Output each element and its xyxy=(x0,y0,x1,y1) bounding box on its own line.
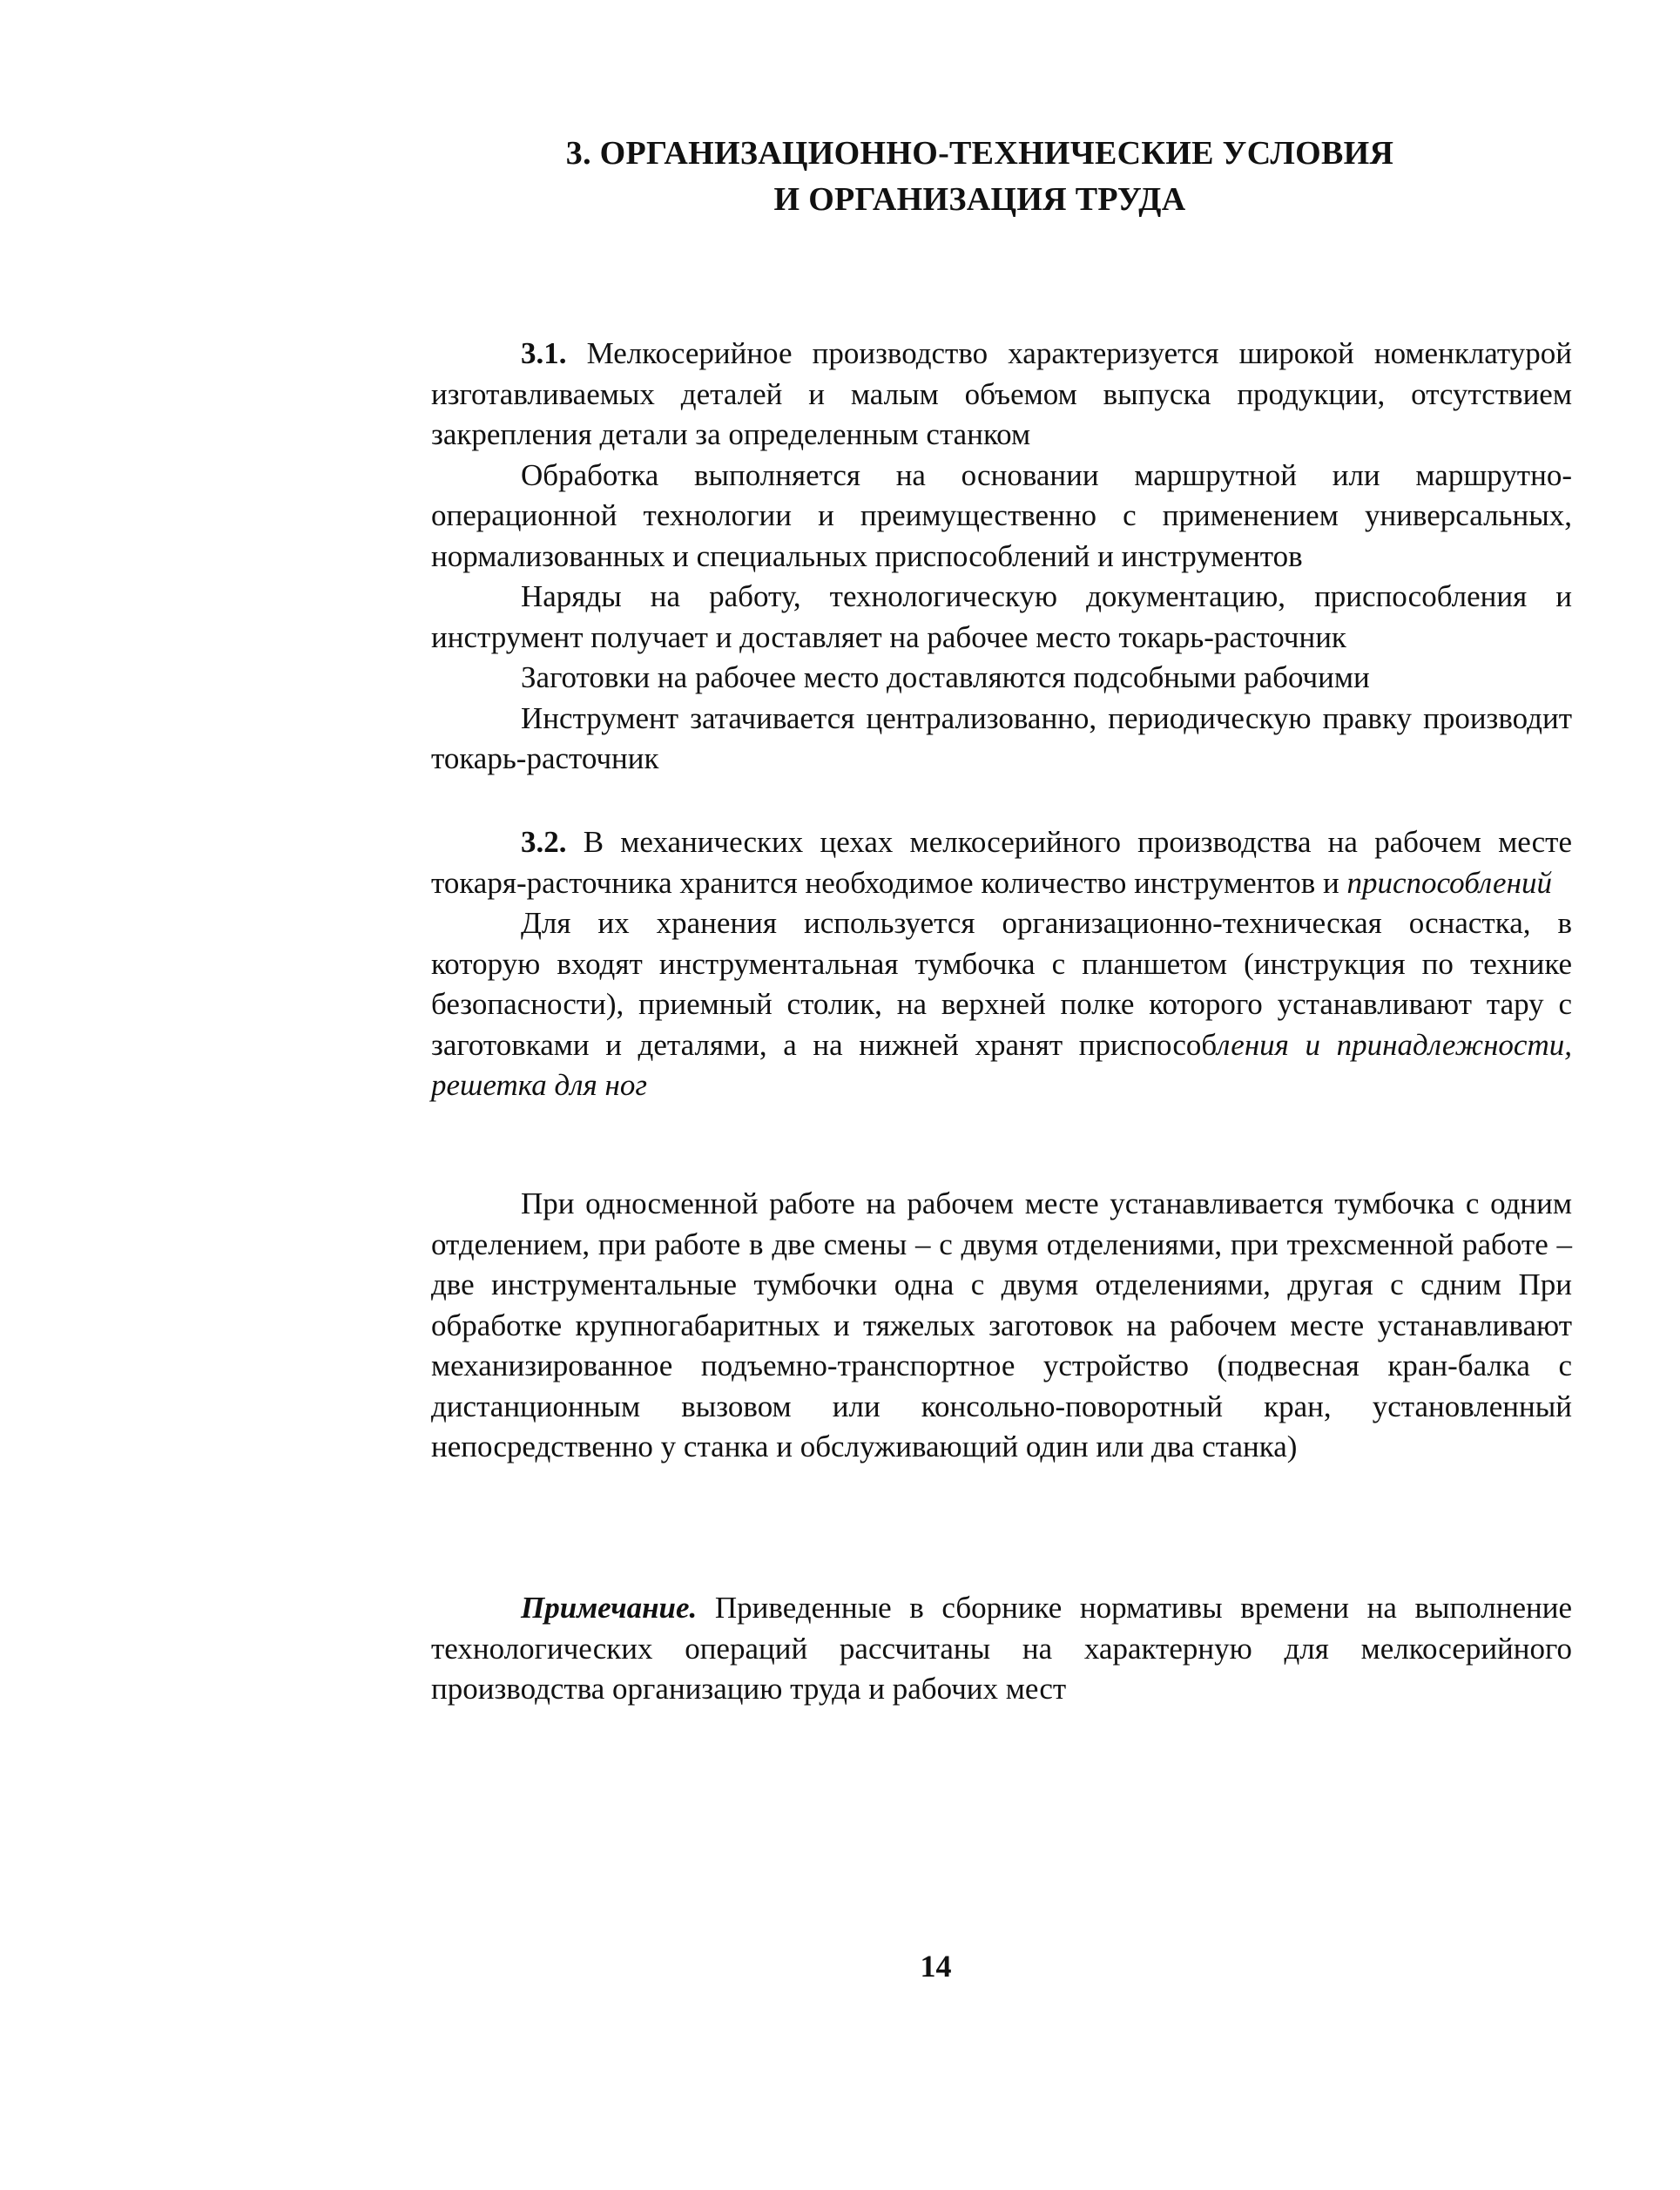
paragraph: Наряды на работу, технологическую документацию, приспособления и инструмент получает и доставляет на рабочее место токарь-расточник xyxy=(431,579,1572,654)
title-line-1: 3. ОРГАНИЗАЦИОННО-ТЕХНИЧЕСКИЕ УСЛОВИЯ xyxy=(565,135,1394,172)
paragraph xyxy=(431,822,1572,903)
paragraph: Инструмент затачивается централизованно, периодическую правку производит токарь-расточник xyxy=(431,700,1572,775)
section-workplace-equipment xyxy=(431,1184,1572,1468)
paragraph-italic-text: приспособлений xyxy=(1346,865,1552,900)
paragraph-text: В механических цехах мелкосерийного производства на рабочем месте токаря-расточника хранится необходимое количество инструментов и xyxy=(431,825,1572,900)
note-text: Приведенные в сборнике нормативы времени на выполнение технологических операций рассчитаны на характерную для мелкосерийного производства организацию труда и рабочих мест xyxy=(431,1591,1572,1706)
note-label: Примечание. xyxy=(521,1591,698,1625)
paragraph: Обработка выполняется на основании маршрутной или маршрутно-операционной технологии и преимущественно с применением универсальных, нормализованных и специальных приспособлений и инструментов xyxy=(431,457,1572,573)
page-number: 14 xyxy=(920,1949,952,1984)
paragraph xyxy=(431,334,1572,456)
paragraph-italic-text: ления и принадлежности, решетка для ног xyxy=(431,1027,1572,1102)
section-number: 3.1. xyxy=(521,336,567,370)
section-3-2 xyxy=(431,822,1572,1106)
page-title xyxy=(523,131,1437,223)
paragraph: Заготовки на рабочее место доставляются подсобными рабочими xyxy=(521,660,1370,694)
paragraph-text: Мелкосерийное производство характеризуется широкой номенклатурой изготавливаемых деталей и малым объемом выпуска продукции, отсутствием закрепления детали за определенным станком xyxy=(431,336,1572,451)
note-paragraph xyxy=(431,1588,1572,1710)
section-3-1 xyxy=(431,334,1572,780)
note xyxy=(431,1588,1572,1710)
paragraph-text: Для их хранения используется организационно-техническая оснастка, в которую входят инструментальная тумбочка с планшетом (инструкция по технике безопасности), приемный столик, на верхней полке которого устанавливают тару с заготовками и деталями, а на нижней хранят приспособ xyxy=(431,906,1572,1062)
paragraph: При односменной работе на рабочем месте устанавливается тумбочка с одним отделением, при работе в две смены – с двумя отделениями, при трехсменной работе – две инструментальные тумбочки одна с двумя отделениями, другая с сдним При обработке крупногабаритных и тяжелых заготовок на рабочем месте устанавливают механизированное подъемно-транспортное устройство (подвесная кран-балка с дистанционным вызовом или консольно-поворотный кран, установленный непосредственно у станка и обслуживающий один или два станка) xyxy=(431,1186,1572,1463)
paragraph xyxy=(431,903,1572,1106)
title-line-2: И ОРГАНИЗАЦИЯ ТРУДА xyxy=(773,181,1186,218)
section-number: 3.2. xyxy=(521,825,567,859)
